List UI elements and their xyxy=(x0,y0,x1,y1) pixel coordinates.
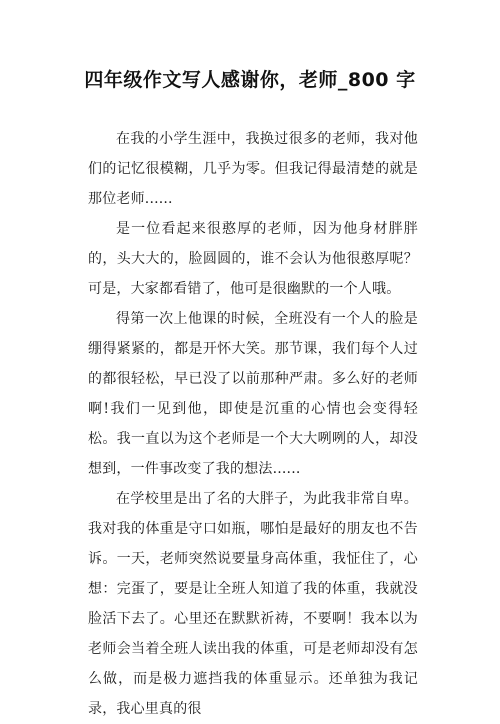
paragraph: 是一位看起来很憨厚的老师，因为他身材胖胖的，头大大的，脸圆圆的，谁不会认为他很憨厚呢？可是，大家都看错了，他可是很幽默的一个人哦。 xyxy=(88,221,418,297)
paragraph: 在我的小学生涯中，我换过很多的老师，我对他们的记忆很模糊，几乎为零。但我记得最清楚的就是那位老师...... xyxy=(88,131,418,207)
document-title: 四年级作文写人感谢你，老师_800 字 xyxy=(84,69,416,91)
document-body xyxy=(88,124,418,724)
paragraph: 得第一次上他课的时候，全班没有一个人的脸是绷得紧紧的，都是开怀大笑。那节课，我们每个人过的都很轻松，早已没了以前那种严肃。多么好的老师啊!我们一见到他，即使是沉重的心情也会变得轻松。我一直以为这个老师是一个大大咧咧的人，却没想到，一件事改变了我的想法...... xyxy=(88,311,418,477)
paragraph: 在学校里是出了名的大胖子，为此我非常自卑。我对我的体重是守口如瓶，哪怕是最好的朋友也不告诉。一天，老师突然说要量身高体重，我怔住了，心想：完蛋了，要是让全班人知道了我的体重，我就没脸活下去了。心里还在默默祈祷，不要啊！我本以为老师会当着全班人读出我的体重，可是老师却没有怎么做，而是极力遮挡我的体重显示。还单独为我记录，我心里真的很 xyxy=(88,491,418,717)
